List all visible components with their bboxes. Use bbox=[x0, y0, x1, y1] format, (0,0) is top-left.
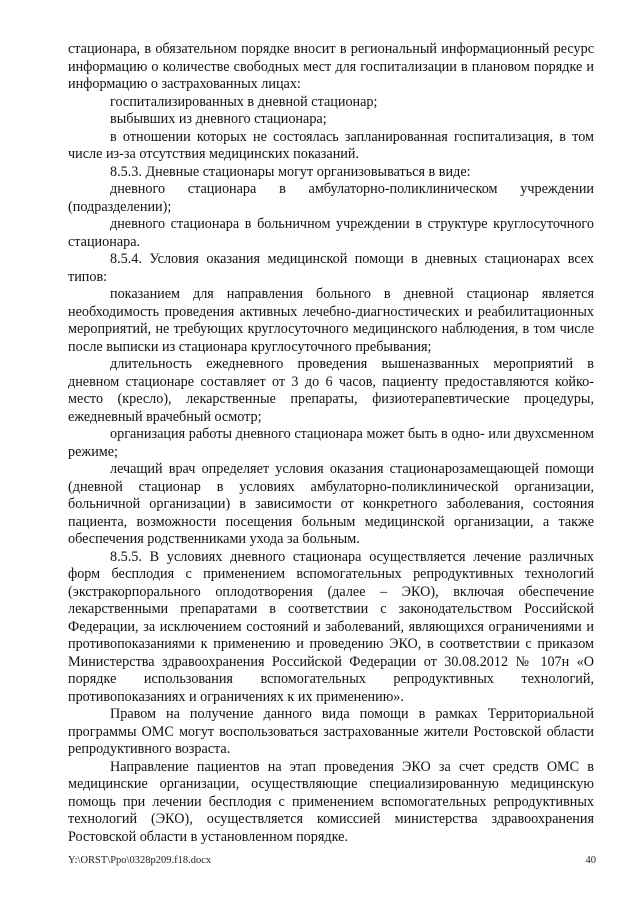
paragraph-7: дневного стационара в больничном учреждении в структуре круглосуточного стационара. bbox=[68, 216, 594, 250]
section-8-5-5-paragraph: 8.5.5. В условиях дневного стационара осуществляется лечение различных форм бесплодия с применением вспомогательных репродуктивных технологий (экстракорпорального оплодотворения (далее – ЭКО), включая обеспечение лекарственными препаратами в соответствии с законодательством Российской Федерации, за исключением состояний и заболеваний, являющихся ограничениями и противопоказаниями к применению и проведению ЭКО, в соответствии с приказом Министерства здравоохранения Российской Федерации от 30.08.2012 № 107н «О порядке использования вспомогательных репродуктивных технологий, противопоказаниях и ограничениях к их применению». bbox=[68, 548, 594, 705]
paragraph-6: дневного стационара в амбулаторно-поликлиническом учреждении (подразделении); bbox=[68, 181, 594, 215]
paragraph-1: стационара, в обязательном порядке вносит в региональный информационный ресурс информацию о количестве свободных мест для госпитализации в плановом порядке и информацию о застрахованных лицах: bbox=[68, 41, 594, 92]
section-8-5-3-heading: 8.5.3. Дневные стационары могут организовываться в виде: bbox=[110, 163, 471, 180]
paragraph-10: длительность ежедневного проведения вышеназванных мероприятий в дневном стационаре составляет от 3 до 6 часов, пациенту предоставляются койко-место (кресло), лекарственные препараты, физиотерапевтические процедуры, ежедневный врачебный осмотр; bbox=[68, 356, 594, 425]
paragraph-4: в отношении которых не состоялась запланированная госпитализация, в том числе из-за отсутствия медицинских показаний. bbox=[68, 128, 594, 162]
document-body bbox=[68, 41, 594, 846]
section-8-5-4-heading: 8.5.4. Условия оказания медицинской помощи в дневных стационарах всех типов: bbox=[68, 251, 594, 285]
paragraph-12: лечащий врач определяет условия оказания стационарозамещающей помощи (дневной стационар в условиях амбулаторно-поликлинической организации, больничной организации) в зависимости от конкретного заболевания, состояния пациента, возможности посещения больным медицинской организации, а также обеспечения родственниками ухода за больным. bbox=[68, 461, 594, 547]
paragraph-11: организация работы дневного стационара может быть в одно- или двухсменном режиме; bbox=[68, 426, 594, 460]
paragraph-14: Правом на получение данного вида помощи в рамках Территориальной программы ОМС могут воспользоваться застрахованные жители Ростовской области репродуктивного возраста. bbox=[68, 706, 594, 757]
paragraph-2: госпитализированных в дневной стационар; bbox=[110, 93, 378, 110]
page-number: 40 bbox=[585, 855, 596, 866]
paragraph-15: Направление пациентов на этап проведения ЭКО за счет средств ОМС в медицинские организации, осуществляющие специализированную медицинскую помощь при лечении бесплодия с применением вспомогательных репродуктивных технологий (ЭКО), осуществляется комиссией министерства здравоохранения Ростовской области в установленном порядке. bbox=[68, 758, 594, 845]
footer-file-path: Y:\ORST\Ppo\0328p209.f18.docx bbox=[68, 855, 212, 866]
paragraph-3: выбывших из дневного стационара; bbox=[110, 111, 327, 127]
paragraph-9: показанием для направления больного в дневной стационар является необходимость проведения активных лечебно-диагностических и реабилитационных мероприятий, не требующих круглосуточного медицинского наблюдения, в том числе после выписки из стационара круглосуточного пребывания; bbox=[68, 286, 594, 355]
